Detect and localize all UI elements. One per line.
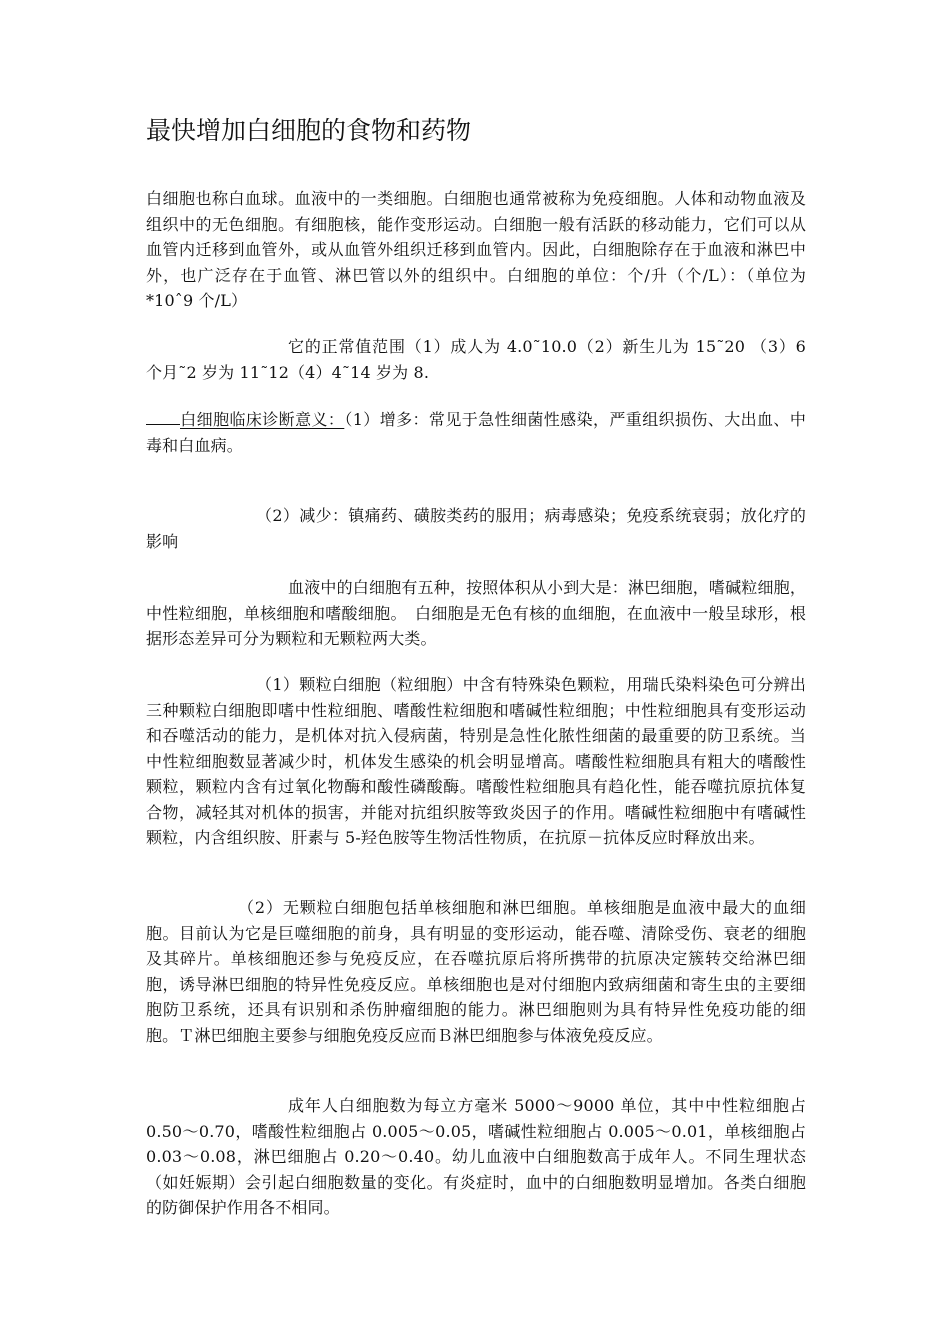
paragraph-five-types: 血液中的白细胞有五种，按照体积从小到大是：淋巴细胞，嗜碱粒细胞，中性粒细胞，单核细胞和嗜酸细胞。 白细胞是无色有核的血细胞，在血液中一般呈球形，根据形态差异可分为颗粒和无颗粒两大类。 <box>146 578 806 648</box>
document-title: 最快增加白细胞的食物和药物 <box>146 116 472 145</box>
paragraph-granulocytes: （1）颗粒白细胞（粒细胞）中含有特殊染色颗粒，用瑞氏染料染色可分辨出三种颗粒白细胞即嗜中性粒细胞、嗜酸性粒细胞和嗜碱性粒细胞；中性粒细胞具有变形运动和吞噬活动的能力，是机体对抗入侵病菌，特别是急性化脓性细菌的最重要的防卫系统。当中性粒细胞数显著减少时，机体发生感染的机会明显增高。嗜酸性粒细胞具有粗大的嗜酸性颗粒，颗粒内含有过氧化物酶和酸性磷酸酶。嗜酸性粒细胞具有趋化性，能吞噬抗原抗体复合物，减轻其对机体的损害，并能对抗组织胺等致炎因子的作用。嗜碱性粒细胞中有嗜碱性颗粒，内含组织胺、肝素与 5-羟色胺等生物活性物质，在抗原－抗体反应时释放出来。 <box>146 675 806 847</box>
clinical-significance-label: 白细胞临床诊断意义： <box>180 410 345 429</box>
paragraph-definition: 白细胞也称白血球。血液中的一类细胞。白细胞也通常被称为免疫细胞。人体和动物血液及组织中的无色细胞。有细胞核，能作变形运动。白细胞一般有活跃的移动能力，它们可以从血管内迁移到血管外，或从血管外组织迁移到血管内。因此，白细胞除存在于血液和淋巴中外，也广泛存在于血管、淋巴管以外的组织中。白细胞的单位：个/升（个/L）：（单位为*10ˆ9 个/L） <box>146 189 806 310</box>
paragraph-agranulocytes: （2）无颗粒白细胞包括单核细胞和淋巴细胞。单核细胞是血液中最大的血细胞。目前认为它是巨噬细胞的前身，具有明显的变形运动，能吞噬、清除受伤、衰老的细胞及其碎片。单核细胞还参与免疫反应，在吞噬抗原后将所携带的抗原决定簇转交给淋巴细胞，诱导淋巴细胞的特异性免疫反应。单核细胞也是对付细胞内致病细菌和寄生虫的主要细胞防卫系统，还具有识别和杀伤肿瘤细胞的能力。淋巴细胞则为具有特异性免疫功能的细胞。Ｔ淋巴细胞主要参与细胞免疫反应而Ｂ淋巴细胞参与体液免疫反应。 <box>146 898 806 1045</box>
paragraph-decrease: （2）减少：镇痛药、磺胺类药的服用；病毒感染；免疫系统衰弱；放化疗的影响 <box>146 506 806 551</box>
paragraph-adult-counts: 成年人白细胞数为每立方毫米 5000～9000 单位，其中中性粒细胞占 0.50～0.70，嗜酸性粒细胞占 0.005～0.05，嗜碱性粒细胞占 0.005～0.01，单核细胞占 0.03～0.08，淋巴细胞占 0.20～0.40。幼儿血液中白细胞数高于成年人。不同生理状态（如妊娠期）会引起白细胞数量的变化。有炎症时，血中的白细胞数明显增加。各类白细胞的防御保护作用各不相同。 <box>146 1096 806 1217</box>
underline-lead <box>146 406 180 425</box>
paragraph-clinical-significance <box>146 406 806 458</box>
clinical-significance-text: （1）增多：常见于急性细菌性感染，严重组织损伤、大出血、中毒和白血病。 <box>146 410 806 455</box>
paragraph-normal-range: 它的正常值范围（1）成人为 4.0˜10.0（2）新生儿为 15˜20 （3）6 个月˜2 岁为 11˜12（4）4˜14 岁为 8. <box>146 337 806 382</box>
